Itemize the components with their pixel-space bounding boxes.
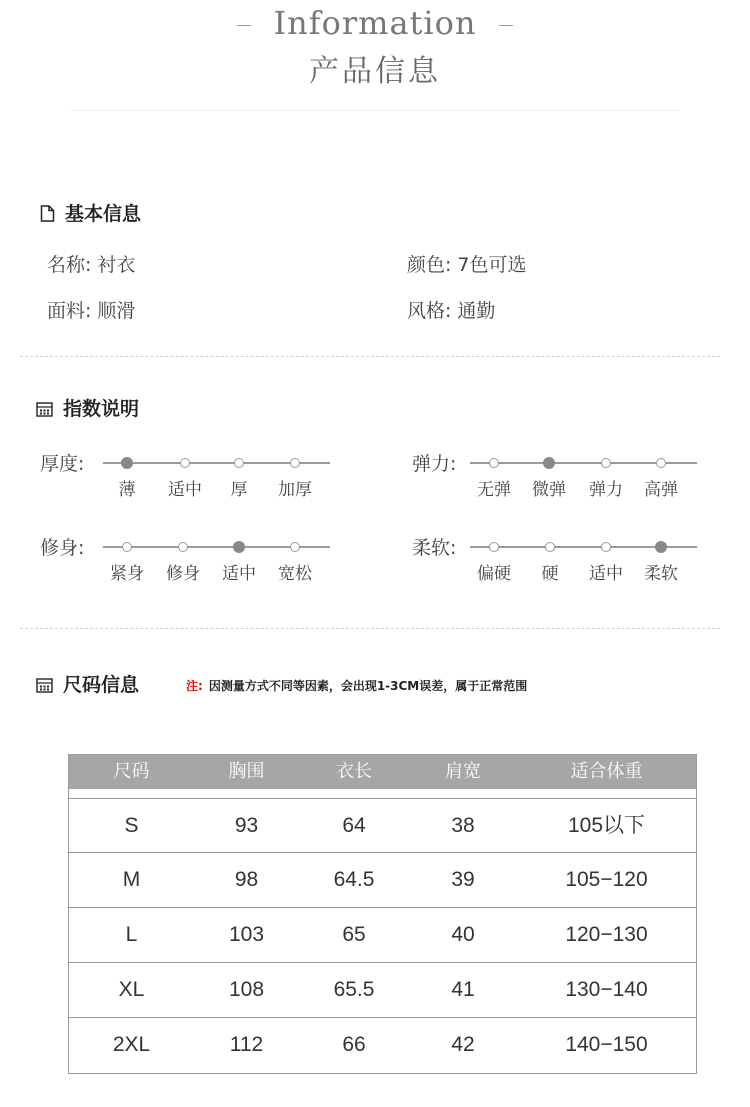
scale-dot [122,542,132,552]
index-title-text: 指数说明 [63,398,140,420]
table-header [69,755,696,789]
scale-option-label: 微弹 [532,480,566,500]
calendar-icon [36,676,53,692]
table-header-cell: 衣长 [336,761,372,782]
basic-item-name [47,250,135,277]
scale-label: 柔软: [412,537,457,559]
basic-item-label: 名称: [47,254,92,276]
size-note [186,675,527,694]
table-cell: 39 [451,868,475,891]
scale-option-label: 偏硬 [477,564,511,584]
scale-dot-selected [655,541,667,553]
scale-dot-selected [233,541,245,553]
table-cell: 2XL [112,1033,151,1056]
table-cell: 93 [234,814,259,837]
scale-dot [290,542,300,552]
scale-dot [180,458,190,468]
right-dash [499,25,513,26]
basic-item-fabric [47,296,135,323]
scale-option-label: 修身 [166,564,200,584]
section-divider [20,628,720,629]
table-cell: 120−130 [565,923,648,946]
scale-option-label: 加厚 [278,480,312,500]
note-text: 因测量方式不同等因素，会出现1-3CM误差，属于正常范围 [208,679,528,693]
table-row [69,798,696,853]
table-cell: M [122,868,141,891]
scale-option-label: 无弹 [477,480,511,500]
table-cell: 40 [451,923,475,946]
size-title-text: 尺码信息 [63,674,140,696]
table-row [69,907,696,962]
basic-item-label: 风格: [407,300,452,322]
table-cell: 64 [342,814,366,837]
scale-dot [601,458,611,468]
scale-option-label: 适中 [168,480,202,500]
scale-option-label: 宽松 [278,564,312,584]
table-cell: 98 [234,868,259,891]
table-cell: 105−120 [565,868,648,891]
basic-item-style [407,296,495,323]
scale-dot [489,458,499,468]
scale-option-label: 薄 [118,480,136,500]
scale-option-label: 适中 [222,564,256,584]
calendar-icon [36,400,53,416]
scale-option-label: 高弹 [644,480,678,500]
scale-label: 厚度: [40,453,85,475]
table-cell: 130−140 [565,978,648,1001]
table-cell: 65.5 [333,978,375,1001]
table-cell: 41 [451,978,475,1001]
scale-dot [290,458,300,468]
document-icon [40,205,55,221]
scale-dot [656,458,666,468]
basic-section-title [40,199,141,226]
basic-item-label: 颜色: [407,254,452,276]
scale-option-label: 柔软 [644,564,678,584]
table-row [69,852,696,907]
basic-item-value: 顺滑 [97,300,136,322]
basic-item-value: 通勤 [457,300,496,322]
scale-dot [489,542,499,552]
table-cell: L [125,923,138,946]
header-title-cn: 产品信息 [309,54,441,89]
basic-title-text: 基本信息 [65,203,142,225]
table-header-cell: 胸围 [228,761,265,782]
table-cell: 103 [228,923,265,946]
table-cell: 66 [342,1033,366,1056]
table-cell: 38 [451,814,475,837]
index-section-title [36,394,139,421]
basic-item-label: 面料: [47,300,92,322]
scale-dot [178,542,188,552]
scale-label: 弹力: [412,453,457,475]
table-cell: S [124,814,139,837]
title-en-text: Information [273,4,477,42]
table-header-cell: 适合体重 [570,761,643,782]
table-cell: 105以下 [567,814,646,837]
table-row [69,1017,696,1072]
table-cell: 108 [228,978,265,1001]
table-header-cell: 尺码 [113,761,150,782]
table-cell: XL [118,978,145,1001]
scale-option-label: 硬 [541,564,559,584]
scale-option-label: 适中 [589,564,623,584]
size-table [68,754,697,1074]
header-divider [70,110,680,111]
basic-item-value: 衬衣 [97,254,136,276]
table-cell: 140−150 [565,1033,648,1056]
size-section-title [36,670,139,697]
table-row [69,962,696,1017]
scale-dot [545,542,555,552]
table-cell: 64.5 [333,868,375,891]
scale-option-label: 弹力 [589,480,623,500]
scale-dot-selected [121,457,133,469]
section-divider [20,356,720,357]
note-label: 注: [186,679,203,693]
scale-option-label: 厚 [230,480,248,500]
scale-dot-selected [543,457,555,469]
scale-dot [234,458,244,468]
header-title-en [0,4,750,42]
left-dash [237,25,251,26]
basic-item-color [407,250,527,277]
scale-dot [601,542,611,552]
scale-label: 修身: [40,537,85,559]
table-cell: 65 [342,923,366,946]
table-cell: 112 [229,1033,264,1056]
scale-option-label: 紧身 [110,564,144,584]
basic-item-value: 7色可选 [457,254,527,276]
table-header-cell: 肩宽 [445,761,481,782]
table-cell: 42 [451,1033,475,1056]
